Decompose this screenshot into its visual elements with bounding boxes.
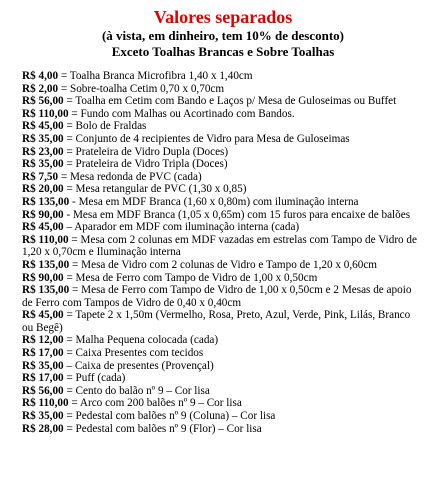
list-item <box>22 410 424 423</box>
list-item <box>22 120 424 133</box>
item-price: R$ 135,00 <box>22 258 70 271</box>
item-description: = Mesa com 2 colunas em MDF vazadas em estrelas com Tampo de Vidro de 1,20 x 0,70cm e Iluminação interna <box>22 233 417 259</box>
item-description: = Mesa de Vidro com 2 colunas de Vidro e Tampo de 1,20 x 0,60cm <box>69 258 377 271</box>
item-description: = Pedestal com balões nº 9 (Flor) – Cor lisa <box>63 422 262 435</box>
price-list <box>22 70 424 435</box>
item-description: = Toalha Branca Microfibra 1,40 x 1,40cm <box>58 70 253 82</box>
item-description: – Caixa de presentes (Provençal) <box>63 359 214 372</box>
list-item <box>22 209 424 222</box>
list-item <box>22 70 424 83</box>
item-price: R$ 45,00 <box>22 309 64 322</box>
item-price: R$ 35,00 <box>22 359 64 372</box>
exception-note: Exceto Toalhas Brancas e Sobre Toalhas <box>111 44 335 59</box>
item-description: = Fundo com Malhas ou Acortinado com Bandos. <box>68 107 295 120</box>
list-item <box>22 372 424 385</box>
item-price: R$ 135,00 <box>22 195 70 208</box>
item-description: = Cento do balão nº 9 – Cor lisa <box>63 384 210 397</box>
list-item <box>22 183 424 196</box>
list-item <box>22 334 424 347</box>
list-item <box>22 95 424 108</box>
item-price: R$ 35,00 <box>22 410 64 423</box>
item-price: R$ 23,00 <box>22 145 64 158</box>
item-description: = Conjunto de 4 recipientes de Vidro para Mesa de Guloseimas <box>63 132 350 145</box>
item-price: R$ 17,00 <box>22 347 64 360</box>
item-price: R$ 90,00 <box>22 271 64 284</box>
list-item <box>22 158 424 171</box>
item-description: = Malha Pequena colocada (cada) <box>63 334 219 347</box>
item-description: = Mesa de Ferro com Tampo de Vidro de 1,00 x 0,50cm e 2 Mesas de apoio de Ferro com Tampos de Vidro de 0,40 x 0,40cm <box>22 284 412 309</box>
list-item <box>22 133 424 146</box>
list-item <box>22 234 424 259</box>
item-price: R$ 110,00 <box>22 397 69 410</box>
item-description: = Arco com 200 balões nº 9 – Cor lisa <box>68 397 242 410</box>
item-price: R$ 20,00 <box>22 183 64 196</box>
item-price: R$ 90,00 <box>22 208 64 221</box>
list-item <box>22 259 424 272</box>
item-price: R$ 56,00 <box>22 95 64 108</box>
item-description: = Tapete 2 x 1,50m (Vermelho, Rosa, Preto, Azul, Verde, Pink, Lilás, Branco ou Begê) <box>22 309 411 334</box>
list-item <box>22 360 424 373</box>
page-title: Valores separados <box>153 7 293 27</box>
item-price: R$ 56,00 <box>22 384 64 397</box>
item-price: R$ 2,00 <box>22 82 59 95</box>
list-item <box>22 385 424 398</box>
item-price: R$ 7,50 <box>22 170 59 183</box>
list-item <box>22 83 424 96</box>
list-item <box>22 146 424 159</box>
item-description: – Aparador em MDF com iluminação interna (cada) <box>63 221 300 234</box>
item-description: = Bolo de Fraldas <box>63 120 147 133</box>
item-description: = Pedestal com balões nº 9 (Coluna) – Cor lisa <box>63 410 276 423</box>
item-price: R$ 28,00 <box>22 422 64 435</box>
list-item <box>22 397 424 410</box>
item-description: - Mesa em MDF Branca (1,05 x 0,65m) com 15 furos para encaixe de balões <box>63 208 411 221</box>
list-item <box>22 284 424 309</box>
item-description: = Prateleira de Vidro Dupla (Doces) <box>63 145 229 158</box>
item-description: = Caixa Presentes com tecidos <box>63 347 204 360</box>
item-price: R$ 110,00 <box>22 107 69 120</box>
item-description: = Sobre-toalha Cetim 0,70 x 0,70cm <box>58 82 225 95</box>
list-item <box>22 423 424 436</box>
list-item <box>22 171 424 184</box>
item-price: R$ 45,00 <box>22 221 64 234</box>
list-item <box>22 272 424 285</box>
item-price: R$ 17,00 <box>22 372 64 385</box>
list-item <box>22 347 424 360</box>
item-description: - Mesa em MDF Branca (1,60 x 0,80m) com iluminação interna <box>69 195 359 208</box>
item-price: R$ 35,00 <box>22 132 64 145</box>
item-price: R$ 135,00 <box>22 284 70 297</box>
item-description: = Mesa retangular de PVC (1,30 x 0,85) <box>63 183 247 196</box>
item-description: = Prateleira de Vidro Tripla (Doces) <box>63 158 228 171</box>
item-price: R$ 35,00 <box>22 158 64 171</box>
discount-note: (à vista, em dinheiro, tem 10% de desconto) <box>101 28 345 43</box>
item-description: = Mesa redonda de PVC (cada) <box>58 170 202 183</box>
item-price: R$ 110,00 <box>22 233 69 246</box>
item-price: R$ 12,00 <box>22 334 64 347</box>
list-item <box>22 108 424 121</box>
item-description: = Mesa de Ferro com Tampo de Vidro de 1,00 x 0,50cm <box>63 271 318 284</box>
item-description: = Toalha em Cetim com Bando e Laços p/ Mesa de Guloseimas ou Buffet <box>63 95 397 108</box>
list-item <box>22 309 424 334</box>
item-price: R$ 45,00 <box>22 120 64 133</box>
item-price: R$ 4,00 <box>22 70 59 82</box>
list-item <box>22 196 424 209</box>
item-description: = Puff (cada) <box>63 372 126 385</box>
list-item <box>22 221 424 234</box>
